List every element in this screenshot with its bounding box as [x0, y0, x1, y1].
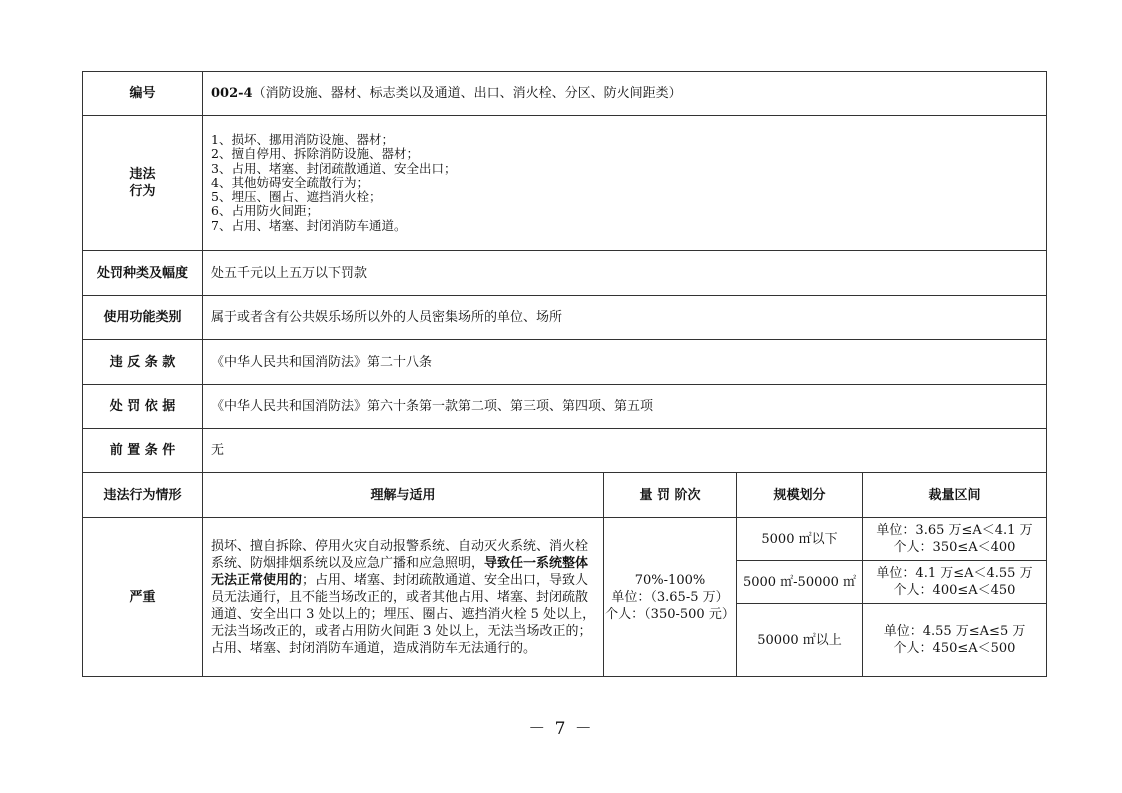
row-basis — [83, 385, 1047, 429]
tier-range-person: 个人：400≤A＜450 — [893, 583, 1016, 598]
behavior-item: 6、占用防火间距； — [211, 203, 319, 219]
tier-range-unit: 单位：3.65 万≤A＜4.1 万 — [876, 523, 1033, 538]
severe-stage — [604, 518, 737, 677]
stage-person: 个人：（350-500 元） — [605, 606, 735, 622]
precondition-label: 前 置 条 件 — [83, 429, 203, 473]
row-violated — [83, 340, 1047, 385]
tier-range-unit: 单位：4.1 万≤A＜4.55 万 — [876, 566, 1033, 581]
row-behavior — [83, 116, 1047, 251]
precondition-value: 无 — [203, 429, 1047, 473]
basis-value: 《中华人民共和国消防法》第六十条第一款第二项、第三项、第四项、第五项 — [203, 385, 1047, 429]
severe-description — [203, 518, 604, 677]
page-number: － 7 － — [528, 719, 594, 739]
tier-range-unit: 单位：4.55 万≤A≤5 万 — [883, 624, 1026, 639]
severe-desc-post: ；占用、堵塞、封闭疏散通道、安全出口，导致人员无法通行，且不能当场改正的，或者其他占用、堵塞、封闭疏散通道、安全出口 3 处以上的；埋压、圈占、遮挡消火栓 5 处以上，无法当场改正的，或者占用防火间距 3 处以上，无法当场改正的；占用、堵塞、封闭消防车通道，造成消防车无法通行的。 — [211, 573, 596, 656]
header-scale: 规模划分 — [737, 473, 863, 518]
violated-label: 违 反 条 款 — [83, 340, 203, 385]
tier-range — [863, 561, 1047, 604]
stage-unit: 单位：（3.65-5 万） — [611, 589, 729, 605]
behavior-item: 3、占用、堵塞、封闭疏散通道、安全出口； — [211, 160, 457, 176]
severe-desc-bold: 导致任一系统整体无法正常使用的 — [211, 556, 589, 588]
header-stage: 量 罚 阶次 — [604, 473, 737, 518]
behavior-list — [203, 116, 1047, 251]
behavior-item: 7、占用、堵塞、封闭消防车通道。 — [211, 217, 407, 233]
regulation-table — [82, 71, 1047, 677]
behavior-item: 5、埋压、圈占、遮挡消火栓； — [211, 189, 382, 205]
behavior-item: 1、损坏、挪用消防设施、器材； — [211, 132, 394, 148]
row-code — [83, 72, 1047, 116]
behavior-item: 4、其他妨碍安全疏散行为； — [211, 174, 369, 190]
row-precondition — [83, 429, 1047, 473]
behavior-label-line2: 行为 — [129, 184, 156, 199]
tier-range-person: 个人：350≤A＜400 — [893, 540, 1016, 555]
basis-label: 处 罚 依 据 — [83, 385, 203, 429]
tier-range-person: 个人：450≤A＜500 — [893, 641, 1016, 656]
severe-label: 严重 — [83, 518, 203, 677]
stage-percent: 70%-100% — [634, 572, 706, 588]
header-understanding: 理解与适用 — [203, 473, 604, 518]
penalty-value: 处五千元以上五万以下罚款 — [203, 251, 1047, 296]
row-severe-tier-1 — [83, 518, 1047, 561]
tier-scale: 5000 ㎡-50000 ㎡ — [737, 561, 863, 604]
penalty-label: 处罚种类及幅度 — [83, 251, 203, 296]
behavior-label-line1: 违法 — [129, 167, 156, 182]
tier-range — [863, 604, 1047, 677]
behavior-label — [83, 116, 203, 251]
header-situation: 违法行为情形 — [83, 473, 203, 518]
violated-value: 《中华人民共和国消防法》第二十八条 — [203, 340, 1047, 385]
function-label: 使用功能类别 — [83, 296, 203, 340]
code-number: 002-4 — [211, 86, 253, 101]
tier-range — [863, 518, 1047, 561]
row-grid-header — [83, 473, 1047, 518]
tier-scale: 5000 ㎡以下 — [737, 518, 863, 561]
header-range: 裁量区间 — [863, 473, 1047, 518]
code-label: 编号 — [83, 72, 203, 116]
function-value: 属于或者含有公共娱乐场所以外的人员密集场所的单位、场所 — [203, 296, 1047, 340]
code-value — [203, 72, 1047, 116]
code-category: （消防设施、器材、标志类以及通道、出口、消火栓、分区、防火间距类） — [252, 86, 682, 101]
row-function — [83, 296, 1047, 340]
tier-scale: 50000 ㎡以上 — [737, 604, 863, 677]
behavior-item: 2、擅自停用、拆除消防设施、器材； — [211, 146, 419, 162]
row-penalty — [83, 251, 1047, 296]
severe-desc-pre: 损坏、擅自拆除、停用火灾自动报警系统、自动灭火系统、消火栓系统、防烟排烟系统以及应急广播和应急照明， — [211, 539, 589, 571]
